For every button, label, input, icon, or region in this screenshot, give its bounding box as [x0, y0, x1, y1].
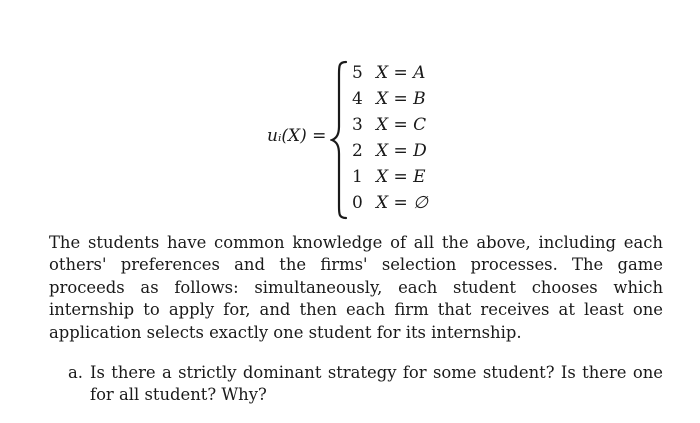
case-condition: X = A [376, 63, 426, 83]
case-value: 4 [352, 89, 363, 109]
game-description-paragraph: The students have common knowledge of all the above, including each others' preferences and the firms' selection processes. The game proceeds as follows: simultaneously, each student chooses which internship to apply for, and then each firm that receives at least one application selects exactly one student for its internship. [49, 233, 663, 342]
case-row [352, 164, 426, 190]
case-row [352, 60, 425, 86]
case-row [352, 86, 426, 112]
case-condition: X = E [376, 167, 426, 187]
case-condition: X = ∅ [376, 193, 428, 213]
case-row [352, 138, 427, 164]
question-a [68, 362, 663, 407]
question-text: Is there a strictly dominant strategy for some student? Is there one for all student? Why? [90, 363, 663, 405]
case-condition: X = B [376, 89, 426, 109]
question-label: a. [68, 363, 83, 382]
case-value: 0 [352, 193, 363, 213]
case-row [352, 112, 426, 138]
case-value: 5 [352, 63, 363, 83]
case-value: 3 [352, 115, 363, 135]
utility-function-lhs: uᵢ(X) = [267, 126, 327, 146]
case-value: 2 [352, 141, 363, 161]
case-row [352, 190, 428, 216]
case-condition: X = D [376, 141, 427, 161]
case-value: 1 [352, 167, 363, 187]
case-condition: X = C [376, 115, 427, 135]
left-brace [330, 60, 350, 220]
